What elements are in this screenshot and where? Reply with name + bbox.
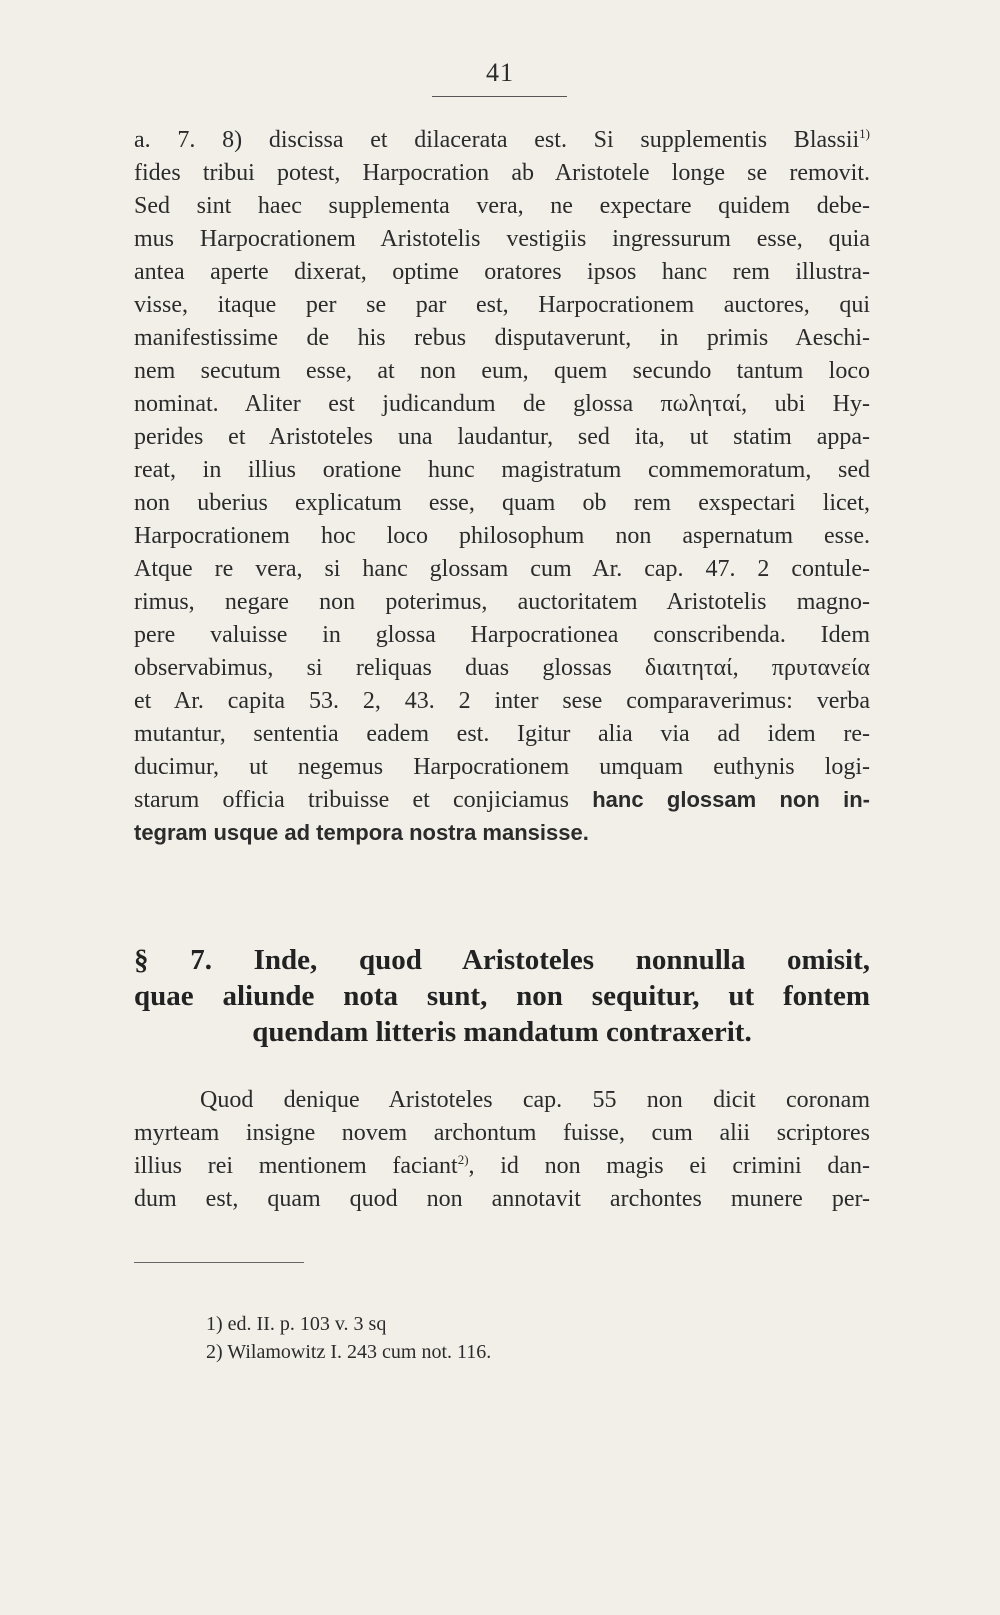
text-line: Sed sint haec supplementa vera, ne expectare quidem debe- [134,193,870,219]
text-line: myrteam insigne novem archontum fuisse, cum alii scriptores [134,1120,870,1146]
text-line: Atque re vera, si hanc glossam cum Ar. cap. 47. 2 contule- [134,556,870,582]
text-line: pere valuisse in glossa Harpocrationea conscribenda. Idem [134,622,870,648]
text-line: nem secutum esse, at non eum, quem secundo tantum loco [134,358,870,384]
text-line: non uberius explicatum esse, quam ob rem exspectari licet, [134,490,870,516]
text-line: mus Harpocrationem Aristotelis vestigiis ingressurum esse, quia [134,226,870,252]
footnote-marker: 2) [457,1152,469,1167]
text-line: ducimur, ut negemus Harpocrationem umquam euthynis logi- [134,754,870,780]
heading-line: quendam litteris mandatum contraxerit. [252,1016,752,1048]
text-line: fides tribui potest, Harpocration ab Aristotele longe se removit. [134,160,870,186]
bold-text: tegram usque ad tempora nostra mansisse. [134,820,589,845]
text-line [134,817,870,849]
heading-line: § 7. Inde, quod Aristoteles nonnulla omisit, [134,944,870,976]
heading-line: quae aliunde nota sunt, non sequitur, ut fontem [134,980,870,1012]
header-rule [432,96,567,97]
text-line: et Ar. capita 53. 2, 43. 2 inter sese comparaverimus: verba [134,688,870,714]
page-number: 41 [486,58,514,87]
text-line: dum est, quam quod non annotavit archontes munere per- [134,1186,870,1212]
text-line: nominat. Aliter est judicandum de glossa πωληταί, ubi Hy- [134,391,870,417]
text-line: Quod denique Aristoteles cap. 55 non dicit coronam [200,1087,870,1113]
text-line: manifestissime de his rebus disputaverunt, in primis Aeschi- [134,325,870,351]
footnote: 1) ed. II. p. 103 v. 3 sq [206,1313,387,1335]
text-line: perides et Aristoteles una laudantur, sed ita, ut statim appa- [134,424,870,450]
text-line: a. 7. 8) discissa et dilacerata est. Si supplementis Blassii$^{1)}$ [134,126,870,153]
footnote-marker: 1) [859,126,870,141]
text-line: Harpocrationem hoc loco philosophum non aspernatum esse. [134,523,870,549]
text-line: visse, itaque per se par est, Harpocrationem auctores, qui [134,292,870,318]
text-line: mutantur, sententia eadem est. Igitur alia via ad idem re- [134,721,870,747]
footnote: 2) Wilamowitz I. 243 cum not. 116. [206,1341,492,1363]
footnote-rule [134,1262,304,1263]
text-line: rimus, negare non poterimus, auctoritatem Aristotelis magno- [134,589,870,615]
text-line: observabimus, si reliquas duas glossas διαιτηταί, πρυτανεία [134,655,870,681]
text-line: starum officia tribuisse et conjiciamus hanc glossam non in- [134,787,870,813]
text-line: reat, in illius oratione hunc magistratum commemoratum, sed [134,457,870,483]
bold-text: hanc glossam non in- [592,787,870,812]
text-line: illius rei mentionem faciant$^{2)}$, id non magis ei crimini dan- [134,1152,870,1179]
text-line: antea aperte dixerat, optime oratores ipsos hanc rem illustra- [134,259,870,285]
